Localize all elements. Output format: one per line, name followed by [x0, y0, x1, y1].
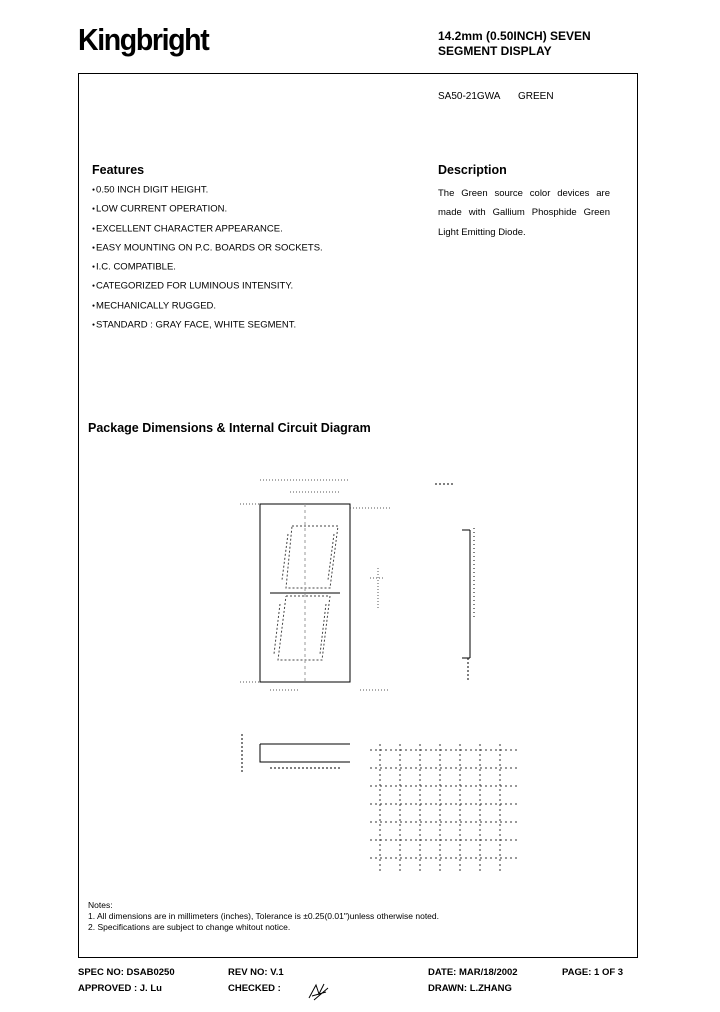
description-text: The Green source color devices are made with Gallium Phosphide Green Light Emitting Diode. — [438, 188, 610, 238]
feature-item: ● EASY MOUNTING ON P.C. BOARDS OR SOCKETS. — [92, 242, 323, 261]
package-heading: Package Dimensions & Internal Circuit Diagram — [88, 421, 371, 435]
features-heading: Features — [92, 163, 145, 177]
notes-heading: Notes: — [88, 900, 113, 910]
checker-signature-icon — [306, 980, 330, 1002]
feature-item: ● 0.50 INCH DIGIT HEIGHT. — [92, 184, 323, 203]
issue-date: DATE: MAR/18/2002 — [428, 967, 518, 978]
bottom-view — [242, 734, 350, 774]
features-list — [92, 184, 323, 338]
document-title — [438, 29, 638, 59]
note-item: 1. All dimensions are in millimeters (inches), Tolerance is ±0.25(0.01")unless otherwise noted. — [88, 911, 439, 921]
drawn-by: DRAWN: L.ZHANG — [428, 983, 512, 994]
note-item: 2. Specifications are subject to change whitout notice. — [88, 922, 291, 932]
circuit-diagram — [370, 744, 520, 873]
title-line-1: 14.2mm (0.50INCH) SEVEN — [438, 29, 591, 43]
title-line-2: SEGMENT DISPLAY — [438, 44, 552, 58]
dimension-lines — [240, 480, 390, 690]
package-drawing — [230, 468, 540, 893]
page-number: PAGE: 1 OF 3 — [562, 967, 624, 978]
checked-by: CHECKED : — [228, 983, 281, 994]
spec-number: SPEC NO: DSAB0250 — [78, 967, 175, 978]
feature-item: ● I.C. COMPATIBLE. — [92, 261, 323, 280]
feature-item: ● LOW CURRENT OPERATION. — [92, 203, 323, 222]
emitting-color: GREEN — [518, 91, 554, 102]
revision-number: REV NO: V.1 — [228, 967, 284, 978]
part-info — [438, 91, 554, 102]
part-number: SA50-21GWA — [438, 91, 501, 102]
feature-item: ● STANDARD : GRAY FACE, WHITE SEGMENT. — [92, 319, 323, 338]
approved-by: APPROVED : J. Lu — [78, 983, 162, 994]
kingbright-logo: Kingbright — [78, 22, 209, 57]
side-view — [435, 484, 474, 680]
feature-item: ● EXCELLENT CHARACTER APPEARANCE. — [92, 223, 323, 242]
feature-item: ● CATEGORIZED FOR LUMINOUS INTENSITY. — [92, 280, 323, 299]
description-heading: Description — [438, 163, 507, 177]
notes — [88, 900, 439, 933]
feature-item: ● MECHANICALLY RUGGED. — [92, 300, 323, 319]
